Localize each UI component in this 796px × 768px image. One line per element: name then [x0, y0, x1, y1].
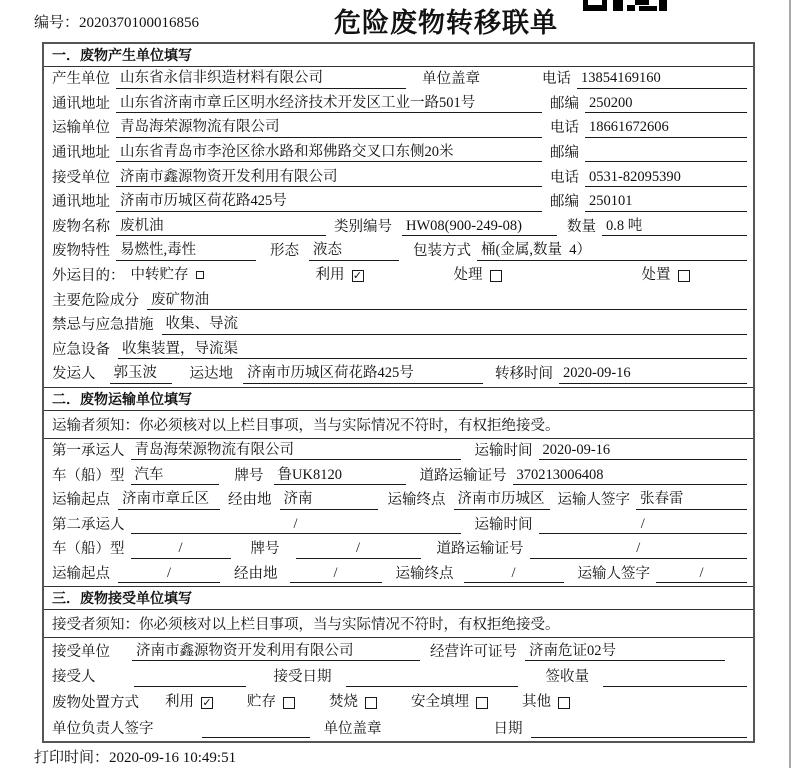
field-value: 废机油 — [116, 218, 326, 236]
field-label: 废物特性 — [52, 243, 110, 260]
field-value: / — [656, 565, 747, 583]
field-value-blank — [202, 721, 310, 738]
section-heading: 二．废物运输单位填写 — [44, 387, 753, 411]
field-value-blank — [603, 670, 747, 687]
field-value: 收集、导流 — [162, 316, 748, 334]
producer-section — [44, 44, 753, 387]
receiver-address-row — [44, 190, 753, 215]
field-label: 数量 — [567, 218, 596, 235]
landfill-checkbox — [476, 697, 488, 709]
utilize2-checkbox-option — [165, 694, 213, 711]
consignor-row — [44, 362, 753, 387]
field-label: 应急设备 — [52, 341, 110, 358]
field-value: 2020-09-16 — [559, 365, 747, 383]
serial-number: 2020370100016856 — [79, 15, 200, 31]
field-label: 邮编 — [550, 194, 579, 211]
field-value: 山东省济南市章丘区明水经济技术开发区工业一路501号 — [116, 95, 542, 113]
field-value: 鲁UK8120 — [274, 467, 406, 485]
other-checkbox — [558, 697, 570, 709]
vehicle-row-1 — [44, 463, 753, 488]
field-value: 收集装置，导流渠 — [118, 341, 747, 359]
waste-traits-row — [44, 239, 753, 264]
field-label: 运输时间 — [474, 442, 533, 459]
field-label: 运输起点 — [52, 492, 110, 509]
field-label: 运输人签字 — [577, 565, 650, 582]
field-value: 山东省青岛市李沧区徐水路和郑佛路交叉口东侧20米 — [116, 144, 542, 162]
utilize-checkbox: ✓ — [352, 269, 363, 283]
accept-person-row — [44, 664, 753, 690]
field-value: 济南市历城区荷花路425号 — [116, 193, 542, 211]
field-value: 易燃性,毒性 — [116, 242, 256, 260]
field-label: 第一承运人 — [52, 442, 125, 459]
field-value-blank — [531, 721, 748, 738]
field-value: 13854169160 — [577, 70, 747, 88]
field-label: 接受人 — [52, 669, 96, 686]
field-label: 运输终点 — [387, 492, 446, 509]
transit-storage-checkbox — [196, 271, 204, 279]
treat-checkbox — [490, 270, 502, 282]
field-label: 道路运输证号 — [419, 467, 507, 484]
field-value: 废矿物油 — [147, 292, 747, 310]
producer-unit-row — [44, 67, 753, 92]
field-label: 单位盖章 — [323, 721, 382, 738]
field-value: 山东省永信非织造材料有限公司 — [116, 70, 406, 88]
field-label: 发运人 — [52, 366, 96, 383]
treat-checkbox-option — [454, 267, 502, 284]
page-edge-divider — [789, 0, 791, 768]
store-checkbox — [283, 697, 295, 709]
field-value: 济南市历城区荷花路425号 — [243, 365, 483, 383]
other-checkbox-option — [522, 694, 570, 711]
field-label: 通讯地址 — [52, 144, 110, 161]
qr-code-fragment-icon — [583, 0, 667, 11]
field-label: 邮编 — [550, 144, 579, 161]
field-label: 类别编号 — [334, 218, 392, 235]
checkbox-label: 利用 — [165, 694, 194, 711]
accept-unit-row — [44, 638, 753, 664]
checkbox-label: 贮存 — [247, 694, 276, 711]
second-carrier-row — [44, 513, 753, 538]
checkbox-label: 安全填埋 — [411, 694, 469, 711]
field-label: 废物处置方式 — [52, 695, 139, 712]
print-time-value: 2020-09-16 10:49:51 — [109, 750, 237, 766]
field-label: 运输终点 — [395, 565, 454, 582]
field-value: / — [131, 540, 231, 558]
print-time-line — [34, 746, 236, 767]
route-row-1 — [44, 488, 753, 513]
transport-section — [44, 387, 753, 587]
field-value: 汽车 — [131, 467, 219, 485]
disposal-method-row — [44, 690, 753, 716]
field-value-blank — [585, 145, 747, 162]
field-label: 主要危险成分 — [52, 292, 139, 309]
field-label: 电话 — [542, 71, 571, 88]
field-label: 通讯地址 — [52, 95, 110, 112]
field-value: 郭玉波 — [110, 365, 172, 383]
field-label: 道路运输证号 — [436, 541, 524, 558]
field-label: 日期 — [493, 721, 523, 738]
field-label: 外运目的： — [52, 267, 125, 284]
field-label: 通讯地址 — [52, 194, 110, 211]
field-label: 转移时间 — [495, 366, 553, 383]
section-heading: 一．废物产生单位填写 — [44, 44, 753, 67]
manifest-form — [42, 42, 755, 743]
field-value: / — [464, 565, 564, 583]
route-row-2 — [44, 562, 753, 587]
receiver-section — [44, 586, 753, 741]
field-label: 接受日期 — [273, 669, 332, 686]
field-value: 青岛海荣源物流有限公司 — [116, 119, 542, 137]
field-label: 经由地 — [234, 565, 278, 582]
field-value: 济南危证02号 — [525, 643, 725, 661]
field-value: 济南市鑫源物资开发利用有限公司 — [116, 169, 542, 187]
field-label: 电话 — [550, 169, 579, 186]
landfill-checkbox-option — [411, 694, 488, 711]
field-label: 形态 — [270, 243, 299, 260]
section-heading: 三．废物接受单位填写 — [44, 586, 753, 610]
producer-address-row — [44, 92, 753, 117]
checkbox-label: 中转贮存 — [130, 266, 189, 283]
hazard-components-row — [44, 288, 753, 313]
field-label: 运输起点 — [52, 565, 110, 582]
transporter-unit-row — [44, 116, 753, 141]
field-value: 济南市章丘区 — [118, 491, 220, 509]
field-label: 单位负责人签字 — [52, 721, 154, 738]
checkbox-label: 其他 — [522, 694, 551, 711]
field-label: 产生单位 — [52, 71, 110, 88]
page-header — [0, 0, 796, 42]
field-value: 18661672606 — [585, 119, 747, 137]
field-value: / — [539, 516, 748, 534]
field-label: 牌号 — [250, 541, 280, 558]
utilize-checkbox-option — [316, 267, 364, 284]
field-value-blank — [134, 670, 246, 687]
receiver-unit-row — [44, 165, 753, 190]
vehicle-row-2 — [44, 537, 753, 562]
field-value: / — [290, 565, 382, 583]
field-value: 青岛海荣源物流有限公司 — [131, 442, 461, 460]
checkbox-label: 焚烧 — [329, 694, 358, 711]
checkbox-label: 处理 — [453, 266, 483, 283]
serial-number-line — [34, 11, 199, 32]
checkbox-label: 处置 — [641, 266, 671, 283]
field-label: 单位盖章 — [422, 71, 480, 88]
field-value: 张春雷 — [636, 491, 747, 509]
field-value: 济南市历城区 — [454, 491, 550, 509]
field-value: 桶(金属,数量 4） — [477, 242, 747, 260]
page-title: 危险废物转移联单 — [334, 8, 558, 38]
store-checkbox-option — [247, 694, 295, 711]
field-label: 电话 — [550, 120, 579, 137]
field-value: 250101 — [585, 193, 747, 211]
field-label: 第二承运人 — [52, 516, 125, 533]
field-value: / — [131, 516, 461, 534]
serial-label: 编号： — [34, 15, 80, 31]
field-label: 接受单位 — [52, 643, 110, 660]
emergency-equipment-row — [44, 338, 753, 363]
field-label: 牌号 — [234, 467, 264, 484]
field-label: 经由地 — [228, 492, 272, 509]
field-label: 签收量 — [545, 669, 589, 686]
field-label: 接受单位 — [52, 169, 110, 186]
field-label: 包装方式 — [413, 243, 471, 260]
section-notice: 运输者须知：你必须核对以上栏目事项，当与实际情况不符时，有权拒绝接受。 — [44, 411, 753, 439]
incinerate-checkbox-option — [329, 694, 377, 711]
transporter-address-row — [44, 141, 753, 166]
transit-storage-checkbox-option — [131, 267, 204, 284]
field-label: 运输时间 — [474, 516, 533, 533]
field-value-blank — [346, 670, 518, 687]
field-value: 济南市鑫源物资开发利用有限公司 — [132, 643, 420, 661]
print-time-label: 打印时间： — [34, 750, 110, 766]
dispose-checkbox — [678, 270, 690, 282]
field-value: 370213006408 — [513, 467, 748, 485]
field-label: 经营许可证号 — [430, 643, 517, 660]
field-value: 250200 — [585, 95, 747, 113]
emergency-measures-row — [44, 313, 753, 338]
first-carrier-row — [44, 439, 753, 464]
checkbox-label: 利用 — [315, 266, 345, 283]
responsible-signature-row — [44, 716, 753, 742]
field-label: 运输人签字 — [557, 492, 630, 509]
field-value: / — [118, 565, 220, 583]
field-label: 运达地 — [189, 366, 233, 383]
field-label: 运输单位 — [52, 120, 110, 137]
field-value: 液态 — [309, 242, 399, 260]
transfer-purpose-row — [44, 264, 753, 289]
field-value: 2020-09-16 — [539, 442, 748, 460]
field-label: 车（船）型 — [52, 467, 125, 484]
field-label: 邮编 — [550, 95, 579, 112]
field-label: 禁忌与应急措施 — [52, 317, 154, 334]
field-value: 0531-82095390 — [585, 169, 747, 187]
field-label: 车（船）型 — [52, 541, 125, 558]
field-label: 废物名称 — [52, 218, 110, 235]
waste-name-row — [44, 215, 753, 240]
field-value: / — [530, 540, 748, 558]
dispose-checkbox-option — [642, 267, 690, 284]
utilize2-checkbox: ✓ — [202, 696, 212, 710]
field-value: HW08(900-249-08) — [402, 218, 557, 236]
field-value: 济南 — [280, 491, 378, 509]
field-value: 0.8 吨 — [602, 218, 747, 236]
incinerate-checkbox — [365, 697, 377, 709]
section-notice: 接受者须知：你必须核对以上栏目事项，当与实际情况不符时，有权拒绝接受。 — [44, 610, 753, 638]
field-value: / — [296, 540, 421, 558]
